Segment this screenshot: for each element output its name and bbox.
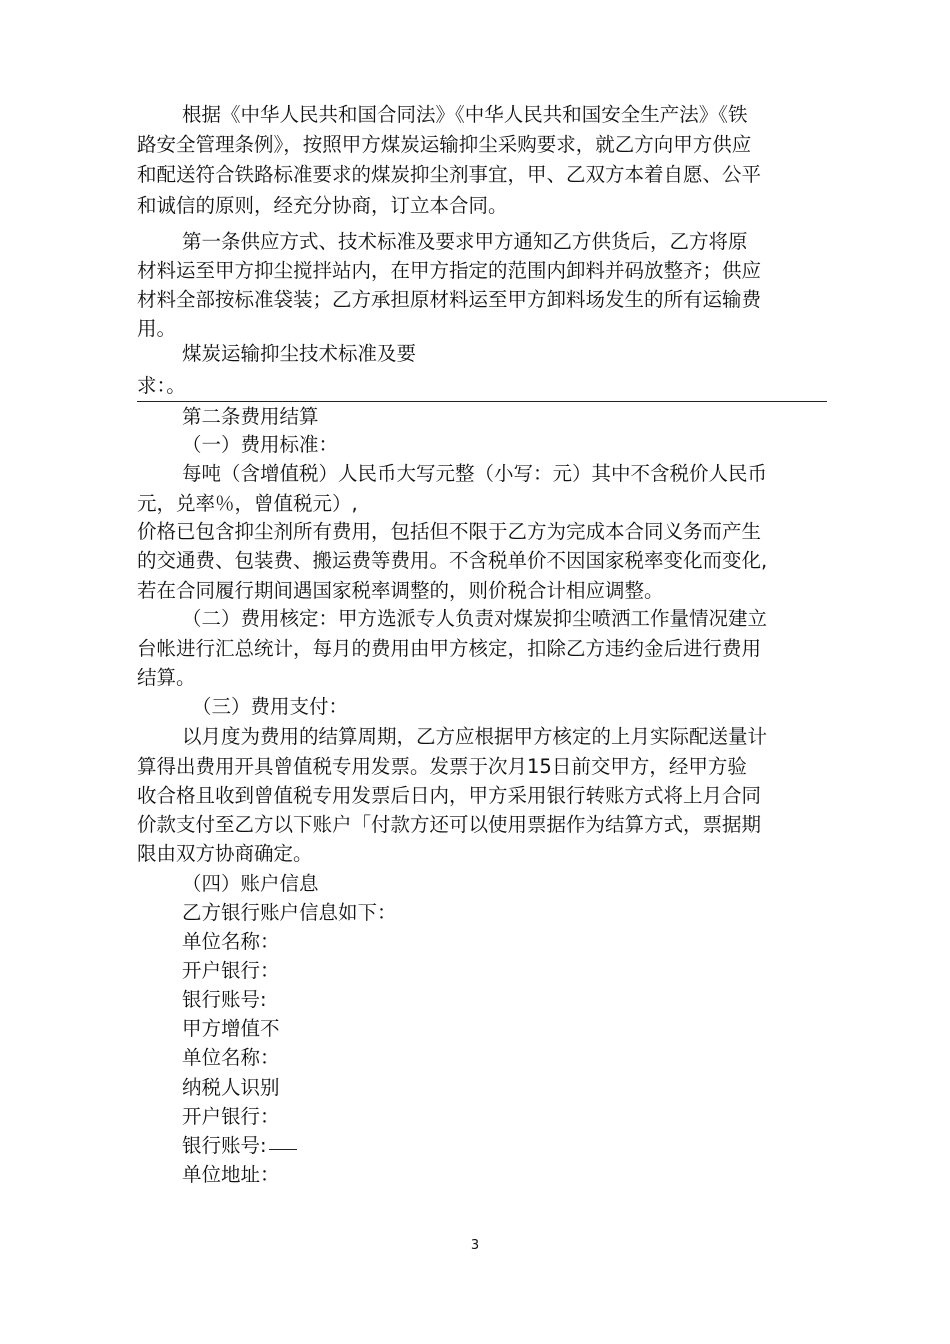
text-line: 价款支付至乙方以下账户「付款方还可以使用票据作为结算方式，票据期 xyxy=(137,813,762,836)
text-line: 台帐进行汇总统计，每月的费用由甲方核定，扣除乙方违约金后进行费用 xyxy=(137,637,762,660)
text-line: 开户银行： xyxy=(182,959,280,982)
text-line: 和配送符合铁路标准要求的煤炭抑尘剂事宜，甲、乙双方本着自愿、公平 xyxy=(137,163,762,186)
text-line: 纳税人识别 xyxy=(182,1076,280,1099)
text-line: 路安全管理条例》，按照甲方煤炭运输抑尘采购要求，就乙方向甲方供应 xyxy=(137,133,752,156)
text-line: （一）费用标准： xyxy=(182,433,339,456)
text-line: 单位名称： xyxy=(182,1046,280,1069)
text-line: 结算。 xyxy=(137,666,196,689)
text-line: （四）账户信息 xyxy=(182,872,319,895)
blank-underline xyxy=(269,1149,297,1150)
text-line: 甲方增值不 xyxy=(182,1017,280,1040)
text-line: 以月度为费用的结算周期，乙方应根据甲方核定的上月实际配送量计 xyxy=(182,725,768,748)
text-line: 根据《中华人民共和国合同法》《中华人民共和国安全生产法》《铁 xyxy=(182,103,748,126)
text-line: 材料全部按标准袋装；乙方承担原材料运至甲方卸料场发生的所有运输费 xyxy=(137,288,762,311)
text-line xyxy=(182,1133,297,1159)
text-line: 乙方银行账户信息如下： xyxy=(182,901,397,924)
text-line: 银行账号: xyxy=(182,988,267,1011)
text-line: 煤炭运输抑尘技术标准及要 xyxy=(182,342,417,365)
text-line: 算得出费用开具曾值税专用发票。发票于次月15日前交甲方，经甲方验 xyxy=(137,755,747,778)
text-line: 的交通费、包装费、搬运费等费用。不含税单价不因国家税率变化而变化, xyxy=(137,549,768,572)
text-line: 收合格且收到曾值税专用发票后日内，甲方采用银行转账方式将上月合同 xyxy=(137,784,762,807)
text-line: 每吨（含增值税）人民币大写元整（小写：元）其中不含税价人民币 xyxy=(182,462,768,485)
text-line-label: 银行账号: xyxy=(182,1134,267,1157)
text-line: （二）费用核定：甲方选派专人负责对煤炭抑尘喷洒工作量情况建立 xyxy=(182,607,768,630)
section-heading: 第二条费用结算 xyxy=(182,405,319,428)
text-line: 限由双方协商确定。 xyxy=(137,842,313,865)
text-line: 第一条供应方式、技术标准及要求甲方通知乙方供货后，乙方将原 xyxy=(182,230,748,253)
text-line: 价格已包含抑尘剂所有费用，包括但不限于乙方为完成本合同义务而产生 xyxy=(137,520,762,543)
text-line: 用。 xyxy=(137,317,177,340)
text-line: 材料运至甲方抑尘搅拌站内，在甲方指定的范围内卸料并码放整齐；供应 xyxy=(137,259,762,282)
text-line: 元，兑率％，曾值税元）, xyxy=(137,492,358,515)
horizontal-rule xyxy=(137,401,827,402)
page-number: 3 xyxy=(470,1238,480,1253)
text-line: 单位名称： xyxy=(182,930,280,953)
text-line: 开户银行： xyxy=(182,1105,280,1128)
text-line: 求：。 xyxy=(137,374,186,397)
text-line: 和诚信的原则，经充分协商，订立本合同。 xyxy=(137,194,508,217)
text-line: 若在合同履行期间遇国家税率调整的，则价税合计相应调整。 xyxy=(137,579,664,602)
text-line: （三）费用支付： xyxy=(192,695,349,718)
text-line: 单位地址： xyxy=(182,1163,280,1186)
